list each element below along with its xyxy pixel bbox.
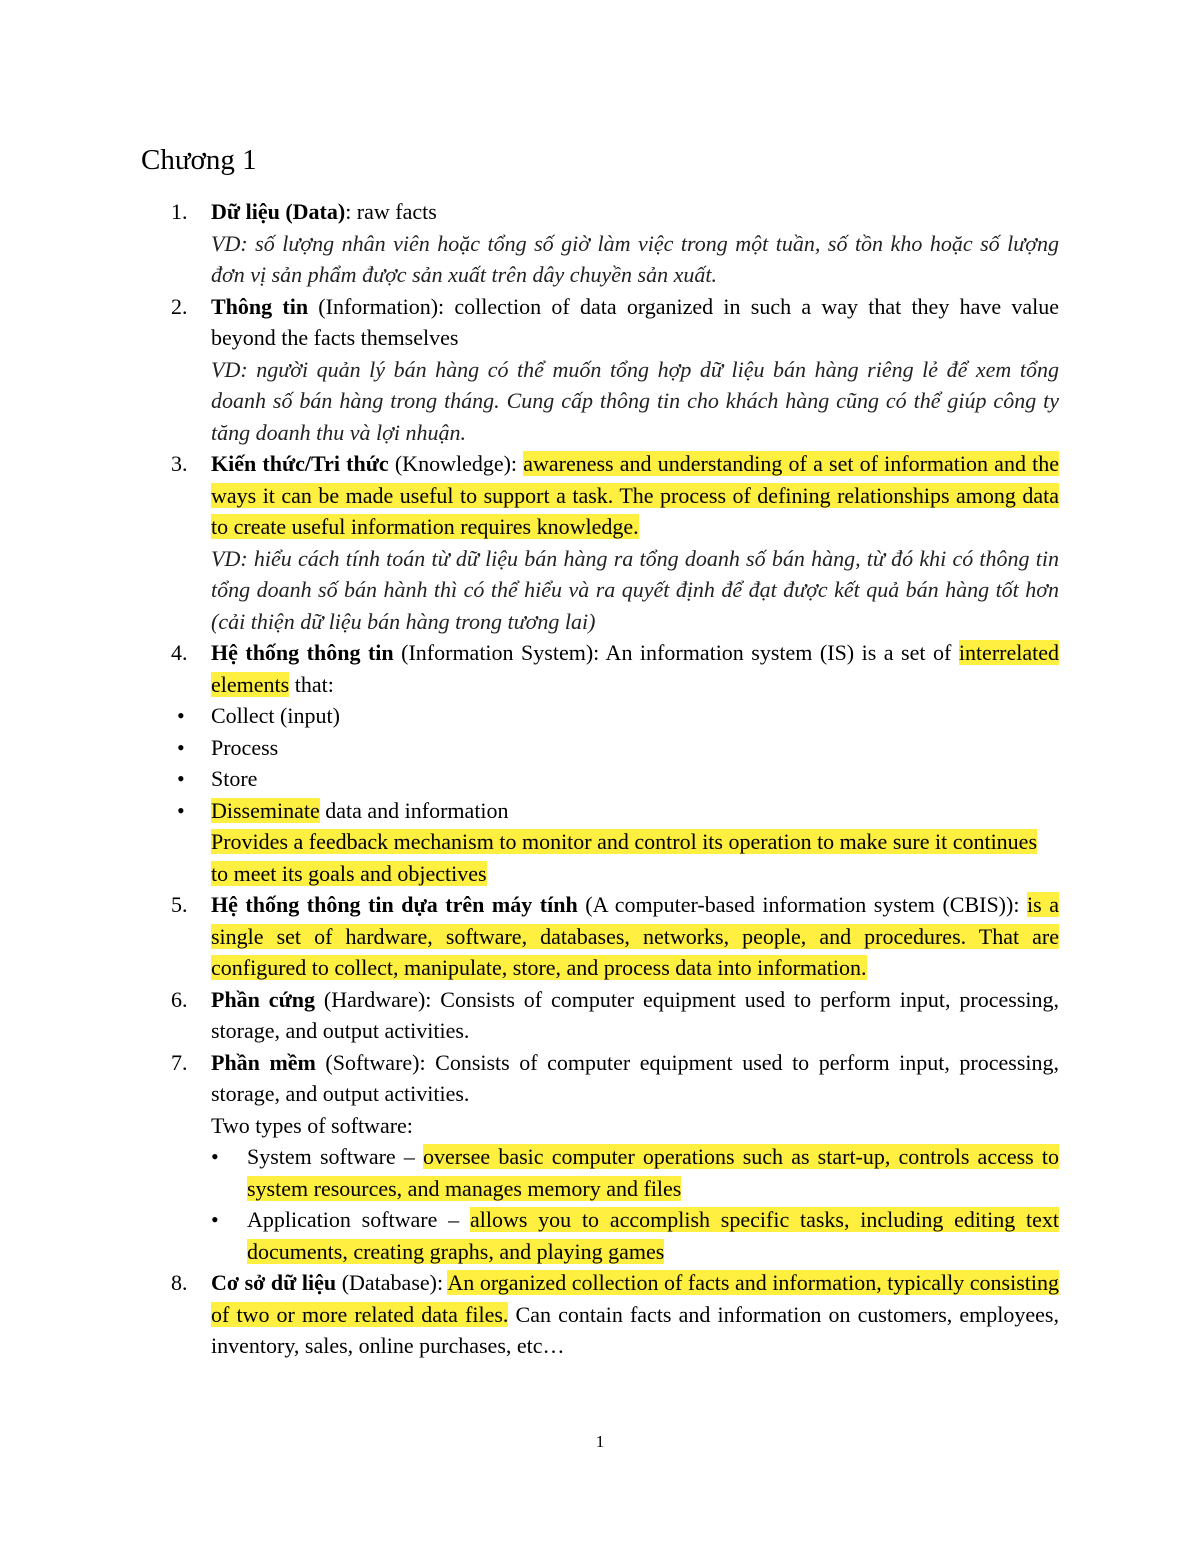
item-example: VD: hiểu cách tính toán từ dữ liệu bán hàng ra tổng doanh số bán hàng, từ đó khi có thông tin tổng doanh số bán hành thì có thể hiểu và ra quyết định để đạt được kết quả bán hàng tốt hơn (cải thiện dữ liệu bán hàng trong tương lai) <box>211 545 1059 634</box>
bullet-icon: • <box>211 1144 219 1169</box>
bullet-text: Application software – <box>247 1207 470 1232</box>
item-text: Can contain facts and information on customers, employees, inventory, sales, online purchases, etc… <box>211 1301 1059 1358</box>
item-number: 2. <box>171 293 188 319</box>
item-text: (Hardware): Consists of computer equipment used to perform input, processing, storage, and output activities. <box>211 986 1059 1043</box>
item-term: Cơ sở dữ liệu <box>211 1270 337 1295</box>
item-term: Phần cứng <box>211 986 316 1012</box>
item-term: Phần mềm <box>211 1049 316 1075</box>
item-number: 6. <box>171 986 188 1012</box>
item-number: 1. <box>171 199 188 224</box>
item-text: (Knowledge): <box>388 451 524 476</box>
highlighted-text: oversee basic computer operations such as start-up, controls access to system resources, and manages memory and files <box>247 1144 1060 1201</box>
bullet-icon: • <box>211 1207 219 1232</box>
definition-list <box>141 196 1059 1362</box>
highlighted-text: Disseminate <box>211 797 320 823</box>
bullet-item <box>211 1204 1059 1267</box>
list-item <box>141 637 1059 700</box>
item-text: (A computer-based information system (CBIS)): <box>577 892 1027 917</box>
item-text: (Software): Consists of computer equipment used to perform input, processing, storage, and output activities. <box>211 1049 1059 1106</box>
bullet-icon: • <box>177 797 185 823</box>
highlighted-text: is a single set of hardware, software, databases, networks, people, and procedures. That are configured to collect, manipulate, store, and process data into information. <box>211 892 1059 980</box>
highlighted-text: allows you to accomplish specific tasks, including editing text documents, creating graphs, and playing games <box>247 1207 1060 1264</box>
bullet-icon: • <box>177 734 185 760</box>
item-number: 8. <box>171 1270 188 1295</box>
highlighted-text: interrelated elements <box>211 640 1059 697</box>
item-term: Dữ liệu (Data) <box>211 199 346 224</box>
page-title: Chương 1 <box>141 144 257 176</box>
bullet-icon: • <box>177 703 185 728</box>
highlighted-text: awareness and understanding of a set of information and the ways it can be made useful to support a task. The process of defining relationships among data to create useful information requires knowledge. <box>211 451 1059 539</box>
list-item <box>141 196 1059 291</box>
list-item <box>141 889 1059 984</box>
highlighted-text: Provides a feedback mechanism to monitor and control its operation to make sure it continues to meet its goals and objectives <box>211 829 1038 886</box>
list-item <box>141 1267 1059 1362</box>
item-subheading: Two types of software: <box>211 1112 413 1138</box>
list-item <box>141 984 1059 1047</box>
item-text: (Information): collection of data organized in such a way that they have value beyond the facts themselves <box>211 293 1059 350</box>
bullet-item <box>141 763 1059 795</box>
bullet-item <box>141 700 1059 732</box>
item-term: Kiến thức/Tri thức <box>211 451 389 476</box>
item-note <box>141 826 1059 889</box>
item-number: 3. <box>171 451 188 476</box>
item-text: (Database): <box>336 1270 448 1295</box>
bullet-item <box>211 1141 1059 1204</box>
list-item <box>141 291 1059 449</box>
highlighted-text: An organized collection of facts and information, typically consisting of two or more related data files. <box>211 1270 1060 1327</box>
item-example: VD: người quản lý bán hàng có thể muốn tổng hợp dữ liệu bán hàng riêng lẻ để xem tổng doanh số bán hàng trong tháng. Cung cấp thông tin cho khách hàng cũng có thể giúp công ty tăng doanh thu và lợi nhuận. <box>211 356 1059 445</box>
item-text: that: <box>289 671 334 697</box>
item-term: Hệ thống thông tin dựa trên máy tính <box>211 892 578 917</box>
bullet-text: Store <box>211 766 258 791</box>
bullet-item <box>141 732 1059 764</box>
item-term: Thông tin <box>211 293 309 319</box>
item-number: 5. <box>171 892 188 917</box>
item-text: (Information System): An information system (IS) is a set of <box>393 640 959 665</box>
page-number: 1 <box>595 1432 605 1451</box>
bullet-text: data and information <box>319 797 509 823</box>
list-item <box>141 1047 1059 1268</box>
item-term: Hệ thống thông tin <box>211 640 394 665</box>
item-text: : raw facts <box>345 199 437 224</box>
item-number: 4. <box>171 640 188 665</box>
list-item <box>141 448 1059 637</box>
bullet-text: Collect (input) <box>211 703 340 728</box>
bullet-text: Process <box>211 734 279 760</box>
item-example: VD: số lượng nhân viên hoặc tổng số giờ làm việc trong một tuần, số tồn kho hoặc số lượng đơn vị sản phẩm được sản xuất trên dây chuyền sản xuất. <box>211 230 1059 287</box>
bullet-text: System software – <box>247 1144 423 1169</box>
item-number: 7. <box>171 1049 188 1075</box>
bullet-item <box>141 795 1059 827</box>
bullet-icon: • <box>177 766 185 791</box>
